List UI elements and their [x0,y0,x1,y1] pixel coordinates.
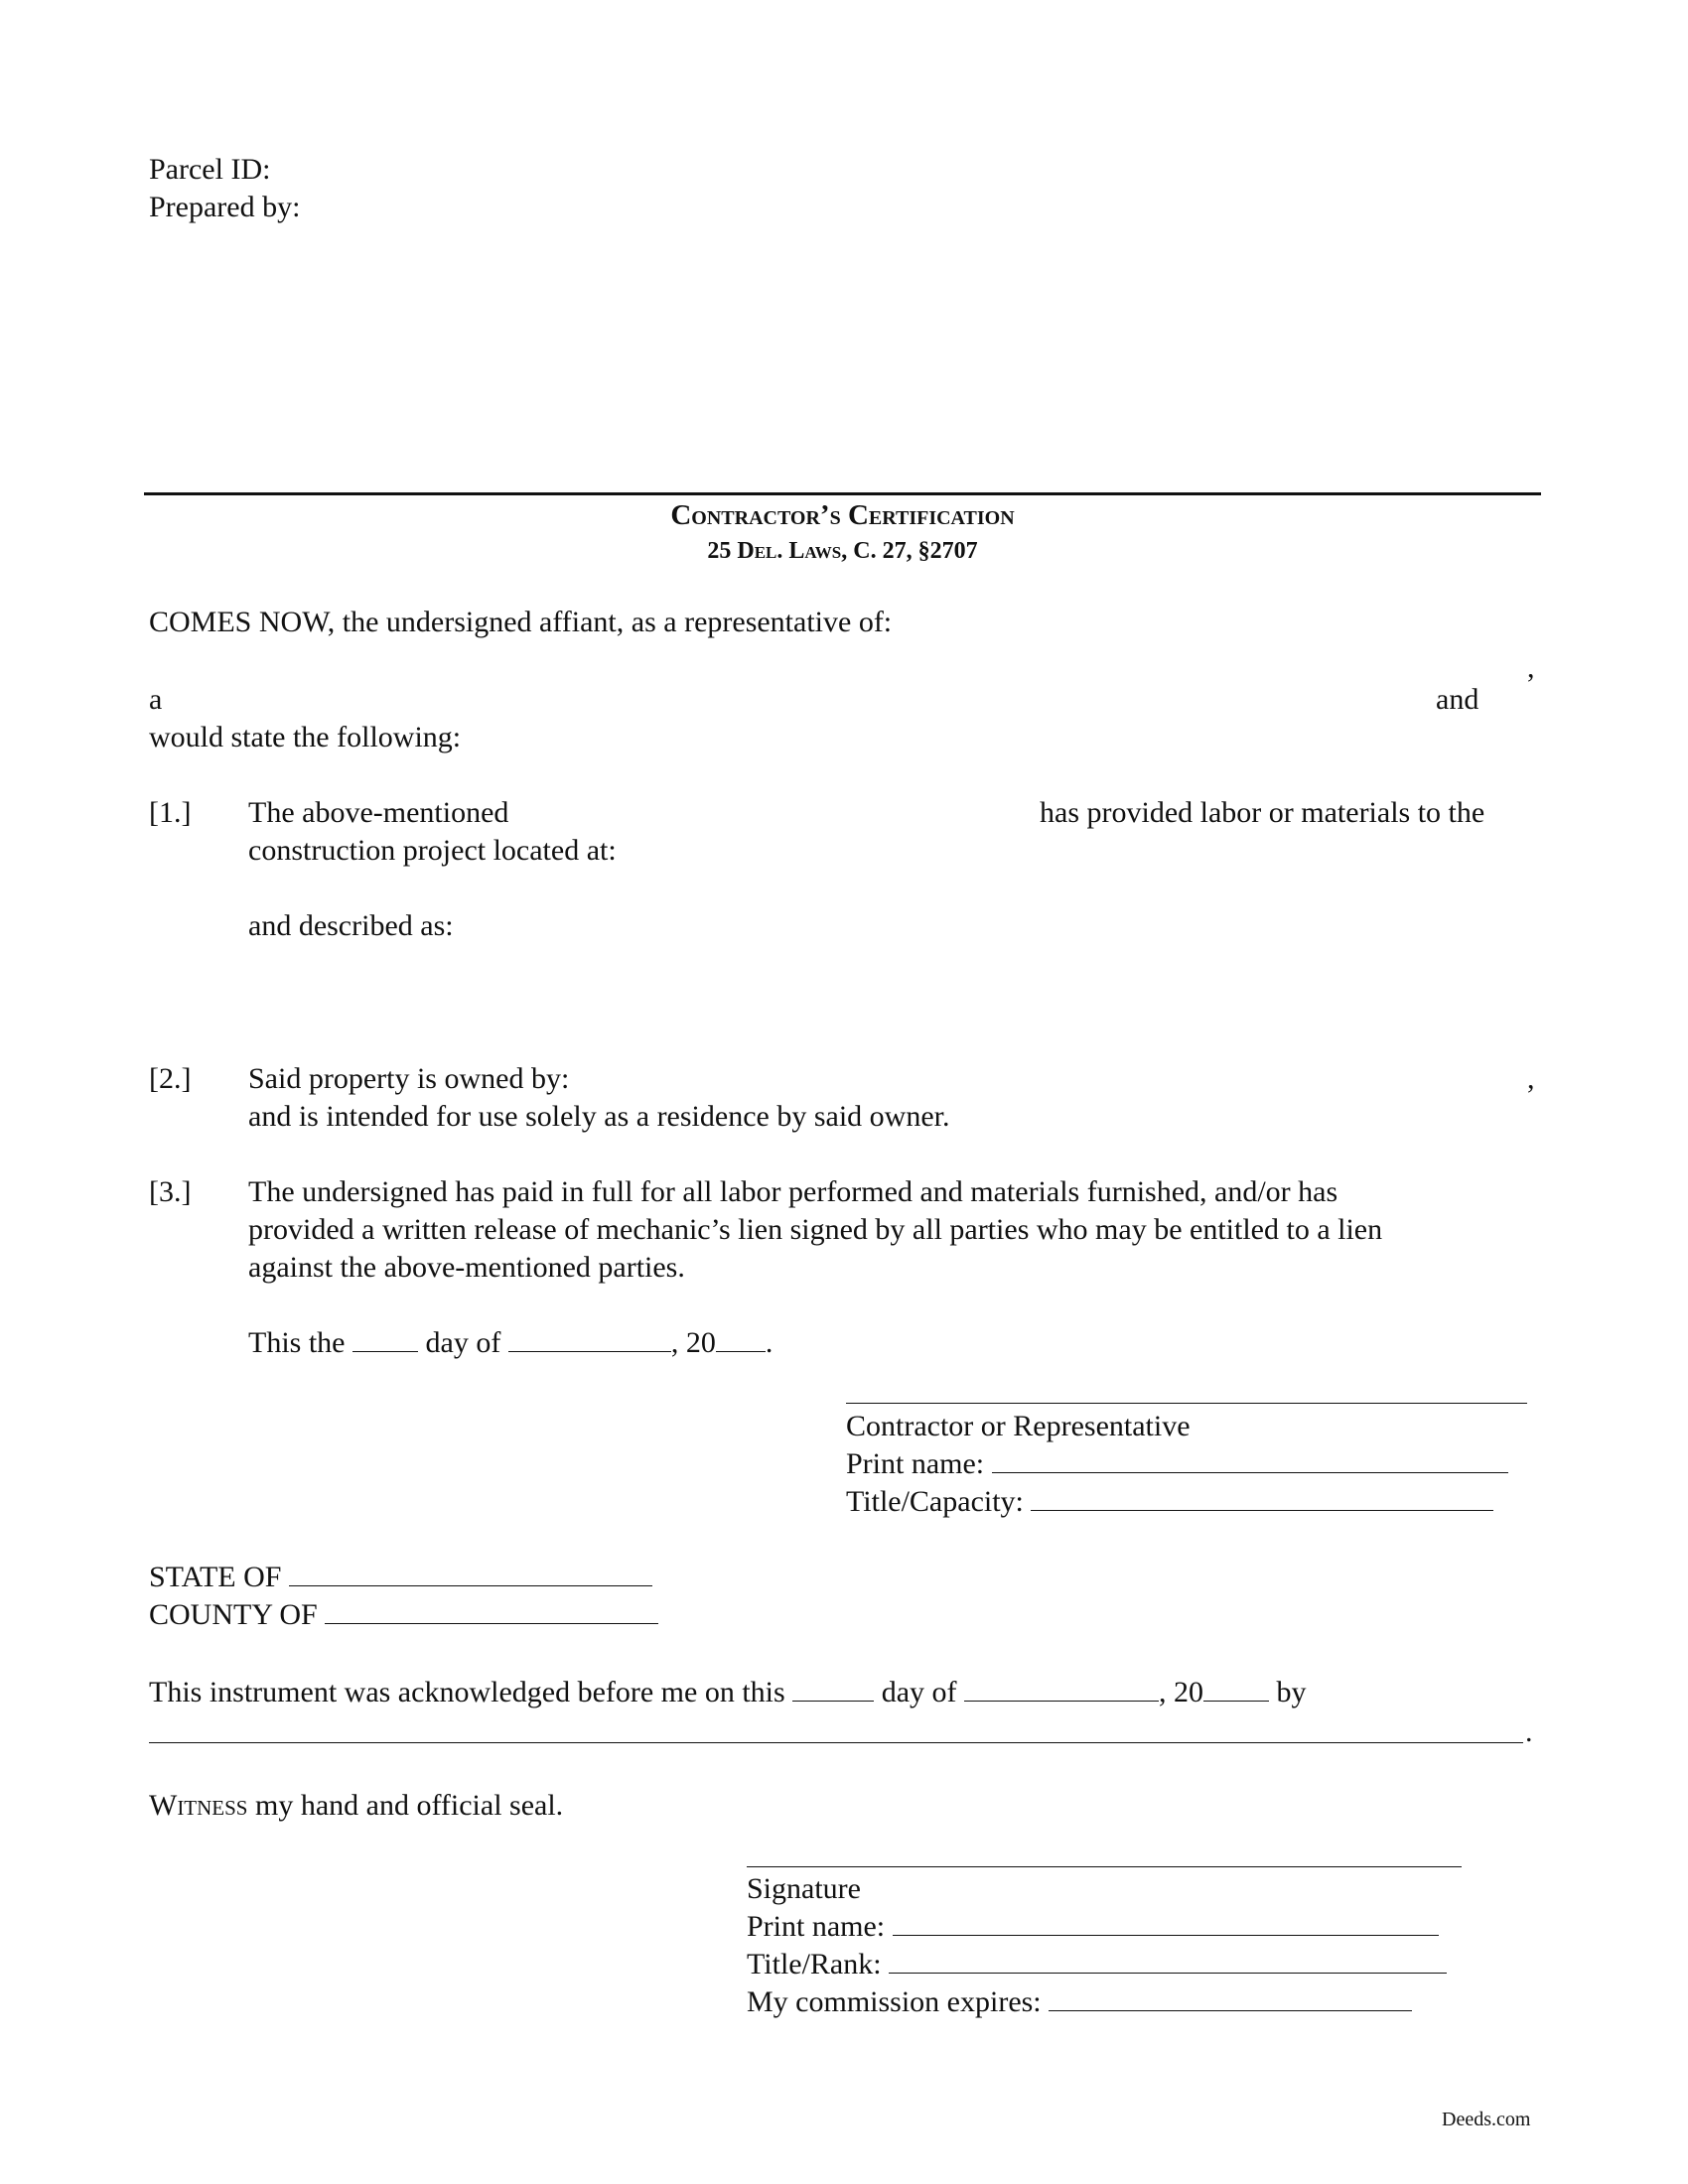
county-row [149,1596,658,1634]
notary-print-name-blank[interactable] [893,1909,1439,1936]
header-divider [144,492,1541,495]
dated-line [248,1324,773,1362]
notary-title-label: Title/Rank: [747,1948,882,1980]
ack-period: . [1525,1715,1533,1748]
state-row [149,1559,652,1596]
parcel-id-label: Parcel ID: [149,153,271,186]
ack-month-blank[interactable] [964,1675,1159,1702]
item-1-line1-left: The above-mentioned [248,796,509,829]
notary-commission-row [747,1983,1412,2021]
document-title: Contractor’s Certification [670,499,1015,531]
ack-year-blank[interactable] [1203,1675,1269,1702]
item-1-line3: and described as: [248,909,454,942]
witness-lead: Witness [149,1789,248,1822]
item-1-line1-right: has provided labor or materials to the [1040,796,1485,829]
contractor-signature-line[interactable] [846,1403,1527,1404]
notary-commission-label: My commission expires: [747,1985,1042,2018]
ack-comma-20: , 20 [1159,1676,1203,1708]
citation-prefix: 25 Del. Laws [707,538,842,564]
item-2-comma: , [1527,1062,1535,1095]
acknowledgment-line [149,1674,1307,1711]
notary-signature-label: Signature [747,1872,861,1905]
footer-brand: Deeds.com [1442,2109,1531,2130]
notary-print-name-row [747,1908,1439,1946]
dated-year-blank[interactable] [716,1325,766,1352]
prepared-by-label: Prepared by: [149,191,301,223]
citation-suffix: , C. 27, §2707 [841,538,978,564]
item-2-number: [2.] [149,1062,192,1095]
state-label: STATE OF [149,1561,282,1593]
item-3-line1: The undersigned has paid in full for all labor performed and materials furnished, and/or has [248,1175,1338,1208]
witness-line [149,1787,563,1825]
dated-period: . [765,1326,774,1359]
dated-comma-20: , 20 [670,1326,716,1359]
state-following-text: would state the following: [149,721,462,753]
item-2-line1: Said property is owned by: [248,1062,570,1095]
item-3-line3: against the above-mentioned parties. [248,1251,685,1284]
state-blank[interactable] [289,1560,652,1586]
notary-title-row [747,1946,1447,1983]
intro-comma: , [1527,651,1535,684]
witness-rest: my hand and official seal. [247,1789,564,1822]
dated-this-the: This the [248,1326,346,1359]
acknowledgment-text: This instrument was acknowledged before me on this [149,1676,785,1708]
item-3-number: [3.] [149,1175,192,1208]
notary-print-name-label: Print name: [747,1910,886,1943]
county-blank[interactable] [325,1597,658,1624]
contractor-title-row [846,1483,1493,1521]
item-2-line2: and is intended for use solely as a residence by said owner. [248,1100,950,1133]
notary-commission-blank[interactable] [1049,1984,1412,2011]
ack-name-line[interactable] [149,1742,1523,1743]
ack-by: by [1276,1676,1307,1708]
contractor-role: Contractor or Representative [846,1410,1191,1442]
county-label: COUNTY OF [149,1598,318,1631]
intro-a: a [149,683,163,716]
notary-title-blank[interactable] [889,1947,1447,1974]
dated-month-blank[interactable] [508,1325,671,1352]
dated-day-of: day of [425,1326,501,1359]
contractor-title-blank[interactable] [1031,1484,1493,1511]
contractor-print-name-row [846,1445,1508,1483]
contractor-print-name-blank[interactable] [992,1446,1508,1473]
item-1-line2: construction project located at: [248,834,617,867]
comes-now-text: COMES NOW, the undersigned affiant, as a representative of: [149,606,893,638]
item-1-number: [1.] [149,796,192,829]
statute-citation [144,532,1541,570]
item-3-line2: provided a written release of mechanic’s lien signed by all parties who may be entitled to a lien [248,1213,1383,1246]
contractor-print-name-label: Print name: [846,1447,985,1480]
dated-day-blank[interactable] [352,1325,418,1352]
contractor-title-label: Title/Capacity: [846,1485,1024,1518]
notary-signature-line[interactable] [747,1866,1462,1867]
ack-day-blank[interactable] [792,1675,874,1702]
intro-and: and [1436,683,1479,716]
ack-day-of: day of [881,1676,957,1708]
